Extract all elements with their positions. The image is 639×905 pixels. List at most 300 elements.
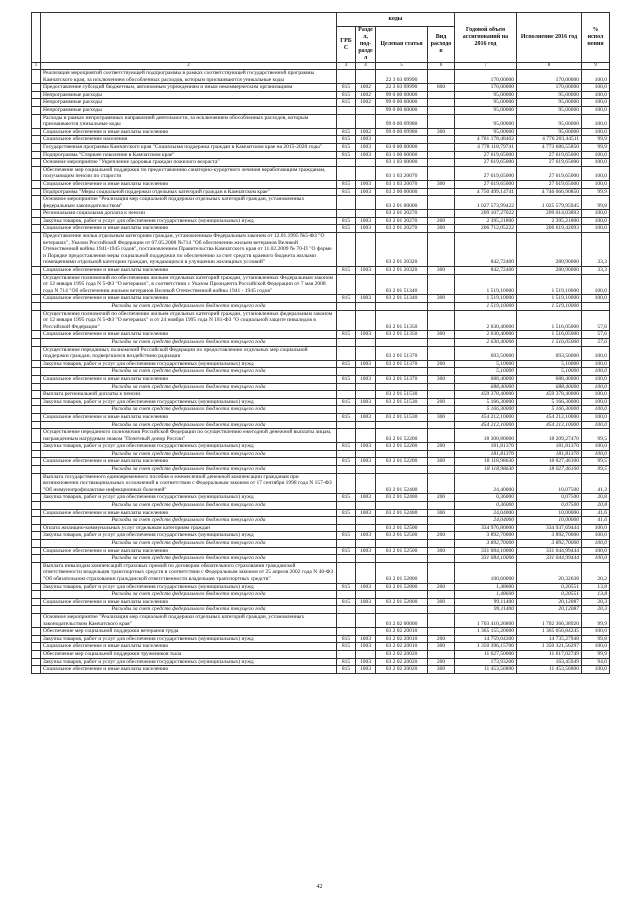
planned-amount: 27 619,65000 bbox=[455, 151, 517, 159]
column-number: 7 bbox=[455, 63, 517, 70]
grbs-code bbox=[337, 555, 356, 563]
grbs-code: 815 bbox=[337, 331, 356, 339]
index-cell bbox=[32, 331, 41, 339]
target-article-code bbox=[376, 136, 428, 144]
row-name: Расходы за счет средств федерального бюджета текущего года bbox=[41, 466, 337, 474]
row-name: Социальное обеспечение и иные выплаты населению bbox=[41, 666, 337, 674]
table-row bbox=[32, 635, 610, 643]
grbs-code bbox=[337, 502, 356, 510]
row-name: Непрограммные расходы bbox=[41, 99, 337, 107]
federal-budget-note-row bbox=[32, 502, 610, 510]
row-name: Социальное обеспечение и иные выплаты населению bbox=[41, 598, 337, 606]
row-name: Закупка товаров, работ и услуг для обеспечения государственных (муниципальных) нужд bbox=[41, 494, 337, 502]
executed-amount: 27 619,65000 bbox=[517, 166, 582, 180]
razdel-code: 1003 bbox=[356, 643, 376, 651]
table-row bbox=[32, 217, 610, 225]
row-name: Расходы за счет средств федерального бюджета текущего года bbox=[41, 450, 337, 458]
planned-amount: 170,00000 bbox=[455, 70, 517, 84]
target-article-code: 03 2 01 51370 bbox=[376, 360, 428, 368]
expense-type-code bbox=[428, 136, 455, 144]
planned-amount: 173,93200 bbox=[455, 658, 517, 666]
grbs-code: 815 bbox=[337, 375, 356, 383]
header-celevaya: Целевая статья bbox=[376, 27, 428, 63]
execution-percent: 100,0 bbox=[582, 128, 610, 136]
row-name: Выплата государственного единовременного пособия и ежемесячной денежной компенсации гражданам при возникновении поствакцинальных осложнений в соответствии с Федеральным законом от 17 сентября 1998 года N 157-ФЗ "Об иммунопрофилактике инфекционных болезней" bbox=[41, 473, 337, 494]
executed-amount: 1 025 579,95945 bbox=[517, 196, 582, 210]
razdel-code bbox=[356, 606, 376, 614]
expense-type-code bbox=[428, 628, 455, 636]
grbs-code: 815 bbox=[337, 128, 356, 136]
grbs-code bbox=[337, 159, 356, 167]
expense-type-code: 200 bbox=[428, 532, 455, 540]
index-cell bbox=[32, 517, 41, 525]
executed-amount: 95,00000 bbox=[517, 128, 582, 136]
planned-amount: 209 107,27022 bbox=[455, 210, 517, 218]
row-name: Расходы за счет средств федерального бюджета текущего года bbox=[41, 303, 337, 311]
execution-percent: 99,5 bbox=[582, 466, 610, 474]
target-article-code bbox=[376, 406, 428, 414]
expense-type-code bbox=[428, 421, 455, 429]
target-article-code bbox=[376, 466, 428, 474]
executed-amount: 95,00000 bbox=[517, 114, 582, 128]
index-cell bbox=[32, 106, 41, 114]
table-row bbox=[32, 91, 610, 99]
executed-amount: 181,81370 bbox=[517, 443, 582, 451]
index-cell bbox=[32, 210, 41, 218]
federal-budget-note-row bbox=[32, 591, 610, 599]
table-row bbox=[32, 159, 610, 167]
grbs-code bbox=[337, 540, 356, 548]
target-article-code: 22 3 03 09990 bbox=[376, 84, 428, 92]
grbs-code bbox=[337, 114, 356, 128]
row-name: Оплата жилищно-коммунальных услуг отдельным категориям граждан bbox=[41, 524, 337, 532]
target-article-code: 99 0 00 00000 bbox=[376, 91, 428, 99]
expense-type-code: 200 bbox=[428, 398, 455, 406]
target-article-code: 03 2 01 52800 bbox=[376, 598, 428, 606]
execution-percent: 100,0 bbox=[582, 84, 610, 92]
table-row bbox=[32, 598, 610, 606]
target-article-code: 03 2 02 20010 bbox=[376, 643, 428, 651]
executed-amount: 181,81370 bbox=[517, 450, 582, 458]
target-article-code: 03 2 01 20270 bbox=[376, 225, 428, 233]
planned-amount: 99,11400 bbox=[455, 598, 517, 606]
expense-type-code: 200 bbox=[428, 360, 455, 368]
row-name: Реализация мероприятий соответствующей подпрограммы в рамках соответствующей государственной программы Камчатского края, за исключением обособленных расходов, которым присваиваются уникальные коды bbox=[41, 70, 337, 84]
table-row bbox=[32, 443, 610, 451]
table-row bbox=[32, 398, 610, 406]
execution-percent: 13,8 bbox=[582, 583, 610, 591]
target-article-code: 03 2 02 20020 bbox=[376, 650, 428, 658]
row-name: Обеспечение мер социальной поддержки по предоставлению санаторно-курортного лечения неработающим гражданам, получающим пенсии по старости bbox=[41, 166, 337, 180]
razdel-code bbox=[356, 303, 376, 311]
razdel-code: 1003 bbox=[356, 458, 376, 466]
target-article-code: 03 2 01 52200 bbox=[376, 429, 428, 443]
planned-amount: 1 519,10000 bbox=[455, 303, 517, 311]
executed-amount: 4 776 203,44511 bbox=[517, 136, 582, 144]
grbs-code bbox=[337, 613, 356, 627]
planned-amount: 18 300,80000 bbox=[455, 429, 517, 443]
executed-amount: 209 014,03893 bbox=[517, 210, 582, 218]
table-row bbox=[32, 524, 610, 532]
row-name: Основное мероприятие "Реализация мер социальной поддержки отдельных категорий граждан, установленных федеральным законодательством" bbox=[41, 196, 337, 210]
execution-percent: 99,8 bbox=[582, 196, 610, 210]
row-name: Социальное обеспечение и иные выплаты населению bbox=[41, 458, 337, 466]
row-name: Выплата региональной доплаты к пенсии bbox=[41, 391, 337, 399]
grbs-code: 815 bbox=[337, 532, 356, 540]
index-cell bbox=[32, 406, 41, 414]
razdel-code bbox=[356, 502, 376, 510]
expense-type-code bbox=[428, 99, 455, 107]
index-cell bbox=[32, 391, 41, 399]
index-cell bbox=[32, 466, 41, 474]
target-article-code: 03 2 00 00000 bbox=[376, 188, 428, 196]
table-row bbox=[32, 188, 610, 196]
planned-amount: 99,11400 bbox=[455, 606, 517, 614]
razdel-code: 1003 bbox=[356, 509, 376, 517]
index-cell bbox=[32, 368, 41, 376]
header-grbs: ГРБС bbox=[337, 27, 356, 63]
execution-percent: 57,6 bbox=[582, 338, 610, 346]
grbs-code: 815 bbox=[337, 598, 356, 606]
index-cell bbox=[32, 635, 41, 643]
grbs-code: 815 bbox=[337, 267, 356, 275]
row-name: Предоставление жилья отдельным категориям граждан, установленным Федеральным законом от 12.01.1995 №5-ФЗ "О ветеранах", Указом Российской Федерации от 07.05.2008 №714 "Об обеспечении жильем ветеранов Великой Отечественной войны 1941-1945 годов", постановлением Правительства Камчатского края от 11.02.2009 № 70-П "О форме и Порядке предоставления меры социальной поддержки по обеспечению за счет средств краевого бюджета жилыми помещениями отдельной категории граждан, нуждающихся в улучшении жилищных условий" bbox=[41, 233, 337, 267]
planned-amount: 1 350 396,15700 bbox=[455, 643, 517, 651]
expense-type-code bbox=[428, 143, 455, 151]
expense-type-code: 300 bbox=[428, 666, 455, 674]
planned-amount: 27 619,65000 bbox=[455, 166, 517, 180]
index-cell bbox=[32, 225, 41, 233]
header-percent: % испол нения bbox=[582, 13, 610, 63]
table-row bbox=[32, 143, 610, 151]
execution-percent: 100,0 bbox=[582, 180, 610, 188]
planned-amount: 1 519,10000 bbox=[455, 295, 517, 303]
table-row bbox=[32, 106, 610, 114]
execution-percent: 99,9 bbox=[582, 143, 610, 151]
target-article-code: 03 2 01 52800 bbox=[376, 562, 428, 583]
expense-type-code: 200 bbox=[428, 658, 455, 666]
executed-amount: 0,20551 bbox=[517, 583, 582, 591]
razdel-code bbox=[356, 650, 376, 658]
executed-amount: 1 519,10000 bbox=[517, 295, 582, 303]
table-row bbox=[32, 494, 610, 502]
razdel-code bbox=[356, 368, 376, 376]
target-article-code: 03 2 01 51530 bbox=[376, 398, 428, 406]
planned-amount: 842,72400 bbox=[455, 233, 517, 267]
expense-type-code: 300 bbox=[428, 509, 455, 517]
executed-amount: 688,40000 bbox=[517, 375, 582, 383]
row-name: Социальное обеспечение и иные выплаты населению bbox=[41, 267, 337, 275]
executed-amount: 3 892,70000 bbox=[517, 540, 582, 548]
index-cell bbox=[32, 540, 41, 548]
planned-amount: 95,00000 bbox=[455, 106, 517, 114]
execution-percent: 100,0 bbox=[582, 398, 610, 406]
executed-amount: 280,90000 bbox=[517, 233, 582, 267]
execution-percent: 57,6 bbox=[582, 331, 610, 339]
planned-amount: 206 712,05222 bbox=[455, 225, 517, 233]
planned-amount: 100,60000 bbox=[455, 562, 517, 583]
planned-amount: 5,10000 bbox=[455, 360, 517, 368]
executed-amount: 18 027,46100 bbox=[517, 458, 582, 466]
expense-type-code: 300 bbox=[428, 643, 455, 651]
grbs-code: 815 bbox=[337, 398, 356, 406]
expense-type-code bbox=[428, 391, 455, 399]
executed-amount: 459 378,40000 bbox=[517, 391, 582, 399]
index-cell bbox=[32, 383, 41, 391]
execution-percent: 100,0 bbox=[582, 540, 610, 548]
grbs-code: 815 bbox=[337, 217, 356, 225]
row-name: Расходы за счет средств федерального бюджета текущего года bbox=[41, 555, 337, 563]
planned-amount: 1 365 155,20000 bbox=[455, 628, 517, 636]
index-cell bbox=[32, 583, 41, 591]
target-article-code bbox=[376, 606, 428, 614]
index-cell bbox=[32, 346, 41, 360]
razdel-code bbox=[356, 196, 376, 210]
row-name: Социальное обеспечение населения bbox=[41, 136, 337, 144]
federal-budget-note-row bbox=[32, 450, 610, 458]
planned-amount: 688,40000 bbox=[455, 375, 517, 383]
index-cell bbox=[32, 338, 41, 346]
expense-type-code bbox=[428, 450, 455, 458]
expense-type-code bbox=[428, 303, 455, 311]
expense-type-code bbox=[428, 70, 455, 84]
index-cell bbox=[32, 217, 41, 225]
table-row bbox=[32, 70, 610, 84]
index-cell bbox=[32, 509, 41, 517]
execution-percent: 100,0 bbox=[582, 114, 610, 128]
expense-type-code: 300 bbox=[428, 458, 455, 466]
expense-type-code bbox=[428, 310, 455, 331]
razdel-code: 1003 bbox=[356, 398, 376, 406]
target-article-code: 03 1 03 20070 bbox=[376, 166, 428, 180]
target-article-code: 03 2 02 20020 bbox=[376, 666, 428, 674]
executed-amount: 5,10000 bbox=[517, 360, 582, 368]
row-name: Основное мероприятие "Укрепление здоровья граждан пожилого возраста" bbox=[41, 159, 337, 167]
executed-amount: 331 044,99444 bbox=[517, 547, 582, 555]
executed-amount: 1 350 321,56297 bbox=[517, 643, 582, 651]
index-cell bbox=[32, 180, 41, 188]
table-row bbox=[32, 210, 610, 218]
row-name: Социальное обеспечение и иные выплаты населению bbox=[41, 180, 337, 188]
index-cell bbox=[32, 524, 41, 532]
row-name: Расходы за счет средств федерального бюджета текущего года bbox=[41, 606, 337, 614]
execution-percent: 99,8 bbox=[582, 635, 610, 643]
target-article-code: 03 2 01 52500 bbox=[376, 547, 428, 555]
razdel-code: 1003 bbox=[356, 151, 376, 159]
target-article-code: 03 2 01 51350 bbox=[376, 310, 428, 331]
executed-amount: 27 619,65000 bbox=[517, 159, 582, 167]
table-row bbox=[32, 473, 610, 494]
index-cell bbox=[32, 188, 41, 196]
executed-amount: 10,00000 bbox=[517, 509, 582, 517]
row-name: Закупка товаров, работ и услуг для обеспечения государственных (муниципальных) нужд bbox=[41, 398, 337, 406]
federal-budget-note-row bbox=[32, 406, 610, 414]
budget-report-page bbox=[31, 12, 609, 674]
expense-type-code: 300 bbox=[428, 375, 455, 383]
row-name: Социальное обеспечение и иные выплаты населению bbox=[41, 128, 337, 136]
federal-budget-note-row bbox=[32, 606, 610, 614]
executed-amount: 10,07500 bbox=[517, 473, 582, 494]
planned-amount: 95,00000 bbox=[455, 128, 517, 136]
target-article-code: 03 2 01 20320 bbox=[376, 233, 428, 267]
table-row bbox=[32, 650, 610, 658]
planned-amount: 0,36000 bbox=[455, 494, 517, 502]
grbs-code: 815 bbox=[337, 413, 356, 421]
index-cell bbox=[32, 303, 41, 311]
expense-type-code: 600 bbox=[428, 84, 455, 92]
target-article-code bbox=[376, 591, 428, 599]
expense-type-code bbox=[428, 210, 455, 218]
table-row bbox=[32, 180, 610, 188]
target-article-code: 03 2 01 00000 bbox=[376, 196, 428, 210]
execution-percent: 13,8 bbox=[582, 591, 610, 599]
planned-amount: 334 976,80000 bbox=[455, 524, 517, 532]
target-article-code: 03 2 01 51350 bbox=[376, 331, 428, 339]
grbs-code: 815 bbox=[337, 188, 356, 196]
table-row bbox=[32, 136, 610, 144]
table-row bbox=[32, 562, 610, 583]
table-row bbox=[32, 429, 610, 443]
executed-amount: 163,45949 bbox=[517, 658, 582, 666]
razdel-code: 1003 bbox=[356, 547, 376, 555]
executed-amount: 1 516,05000 bbox=[517, 338, 582, 346]
target-article-code: 03 2 01 52400 bbox=[376, 509, 428, 517]
index-cell bbox=[32, 606, 41, 614]
execution-percent: 99,5 bbox=[582, 429, 610, 443]
column-number: 1 bbox=[32, 63, 41, 70]
row-name: Социальное обеспечение и иные выплаты населению bbox=[41, 643, 337, 651]
table-row bbox=[32, 613, 610, 627]
execution-percent: 100,0 bbox=[582, 406, 610, 414]
execution-percent: 20,2 bbox=[582, 562, 610, 583]
razdel-code bbox=[356, 591, 376, 599]
expense-type-code: 200 bbox=[428, 494, 455, 502]
planned-amount: 4 750 499,14741 bbox=[455, 188, 517, 196]
razdel-code bbox=[356, 346, 376, 360]
index-cell bbox=[32, 650, 41, 658]
grbs-code bbox=[337, 562, 356, 583]
planned-amount: 3 892,70000 bbox=[455, 540, 517, 548]
row-name: Расходы за счет средств федерального бюджета текущего года bbox=[41, 421, 337, 429]
expense-type-code: 300 bbox=[428, 295, 455, 303]
row-name: Социальное обеспечение и иные выплаты населению bbox=[41, 331, 337, 339]
table-row bbox=[32, 532, 610, 540]
execution-percent: 100,0 bbox=[582, 225, 610, 233]
row-name: Подпрограмма "Меры социальной поддержки отдельных категорий граждан в Камчатском крае" bbox=[41, 188, 337, 196]
executed-amount: 280,90000 bbox=[517, 267, 582, 275]
table-row bbox=[32, 295, 610, 303]
razdel-code: 1003 bbox=[356, 188, 376, 196]
target-article-code: 03 0 00 00000 bbox=[376, 143, 428, 151]
grbs-code: 815 bbox=[337, 509, 356, 517]
planned-amount: 1,48600 bbox=[455, 583, 517, 591]
razdel-code: 1003 bbox=[356, 583, 376, 591]
target-article-code: 03 2 01 51530 bbox=[376, 391, 428, 399]
razdel-code: 1003 bbox=[356, 494, 376, 502]
row-name: Социальное обеспечение и иные выплаты населению bbox=[41, 509, 337, 517]
executed-amount: 454 212,10000 bbox=[517, 413, 582, 421]
grbs-code bbox=[337, 70, 356, 84]
index-cell bbox=[32, 136, 41, 144]
execution-percent: 100,0 bbox=[582, 555, 610, 563]
execution-percent: 100,0 bbox=[582, 99, 610, 107]
razdel-code bbox=[356, 383, 376, 391]
target-article-code bbox=[376, 421, 428, 429]
grbs-code: 815 bbox=[337, 295, 356, 303]
target-article-code: 03 2 01 52400 bbox=[376, 494, 428, 502]
razdel-code bbox=[356, 274, 376, 295]
header-plan: Годовой объем ассигнований на 2016 год bbox=[455, 13, 517, 63]
column-number: 8 bbox=[517, 63, 582, 70]
planned-amount: 5 166,30000 bbox=[455, 406, 517, 414]
expense-type-code: 200 bbox=[428, 217, 455, 225]
target-article-code: 99 0 00 00000 bbox=[376, 106, 428, 114]
expense-type-code bbox=[428, 429, 455, 443]
execution-percent: 100,0 bbox=[582, 450, 610, 458]
row-name: Региональная социальная доплата к пенсии bbox=[41, 210, 337, 218]
grbs-code bbox=[337, 274, 356, 295]
grbs-code bbox=[337, 166, 356, 180]
table-row bbox=[32, 233, 610, 267]
grbs-code: 815 bbox=[337, 547, 356, 555]
expense-type-code bbox=[428, 613, 455, 627]
expense-type-code bbox=[428, 196, 455, 210]
target-article-code bbox=[376, 540, 428, 548]
table-row bbox=[32, 643, 610, 651]
row-name: Расходы за счет средств федерального бюджета текущего года bbox=[41, 406, 337, 414]
grbs-code bbox=[337, 517, 356, 525]
federal-budget-note-row bbox=[32, 338, 610, 346]
expense-type-code bbox=[428, 406, 455, 414]
grbs-code bbox=[337, 338, 356, 346]
execution-percent: 100,0 bbox=[582, 360, 610, 368]
planned-amount: 14 759,04300 bbox=[455, 635, 517, 643]
target-article-code: 99 0 00 09980 bbox=[376, 114, 428, 128]
executed-amount: 170,00000 bbox=[517, 70, 582, 84]
razdel-code bbox=[356, 450, 376, 458]
execution-percent: 100,0 bbox=[582, 295, 610, 303]
index-cell bbox=[32, 591, 41, 599]
expense-type-code bbox=[428, 383, 455, 391]
execution-percent: 33,3 bbox=[582, 267, 610, 275]
expense-type-code bbox=[428, 466, 455, 474]
execution-percent: 33,3 bbox=[582, 233, 610, 267]
grbs-code: 815 bbox=[337, 658, 356, 666]
index-cell bbox=[32, 421, 41, 429]
row-name: Расходы в рамках непрограммных направлений деятельности, за исключением обособленных расходов, которым присваиваются уникальные коды bbox=[41, 114, 337, 128]
razdel-code: 1002 bbox=[356, 128, 376, 136]
index-cell bbox=[32, 643, 41, 651]
table-row bbox=[32, 658, 610, 666]
target-article-code bbox=[376, 450, 428, 458]
expense-type-code bbox=[428, 233, 455, 267]
executed-amount: 1 365 056,84245 bbox=[517, 628, 582, 636]
target-article-code: 03 1 03 20070 bbox=[376, 180, 428, 188]
executed-amount: 18 027,46100 bbox=[517, 466, 582, 474]
index-cell bbox=[32, 70, 41, 84]
planned-amount: 170,00000 bbox=[455, 84, 517, 92]
row-name: Расходы за счет средств федерального бюджета текущего года bbox=[41, 517, 337, 525]
table-row bbox=[32, 166, 610, 180]
grbs-code bbox=[337, 106, 356, 114]
executed-amount: 20,32638 bbox=[517, 562, 582, 583]
executed-amount: 0,20551 bbox=[517, 591, 582, 599]
expense-type-code bbox=[428, 159, 455, 167]
index-cell bbox=[32, 151, 41, 159]
executed-amount: 20,12087 bbox=[517, 606, 582, 614]
expense-type-code bbox=[428, 368, 455, 376]
target-article-code: 03 2 02 20020 bbox=[376, 658, 428, 666]
